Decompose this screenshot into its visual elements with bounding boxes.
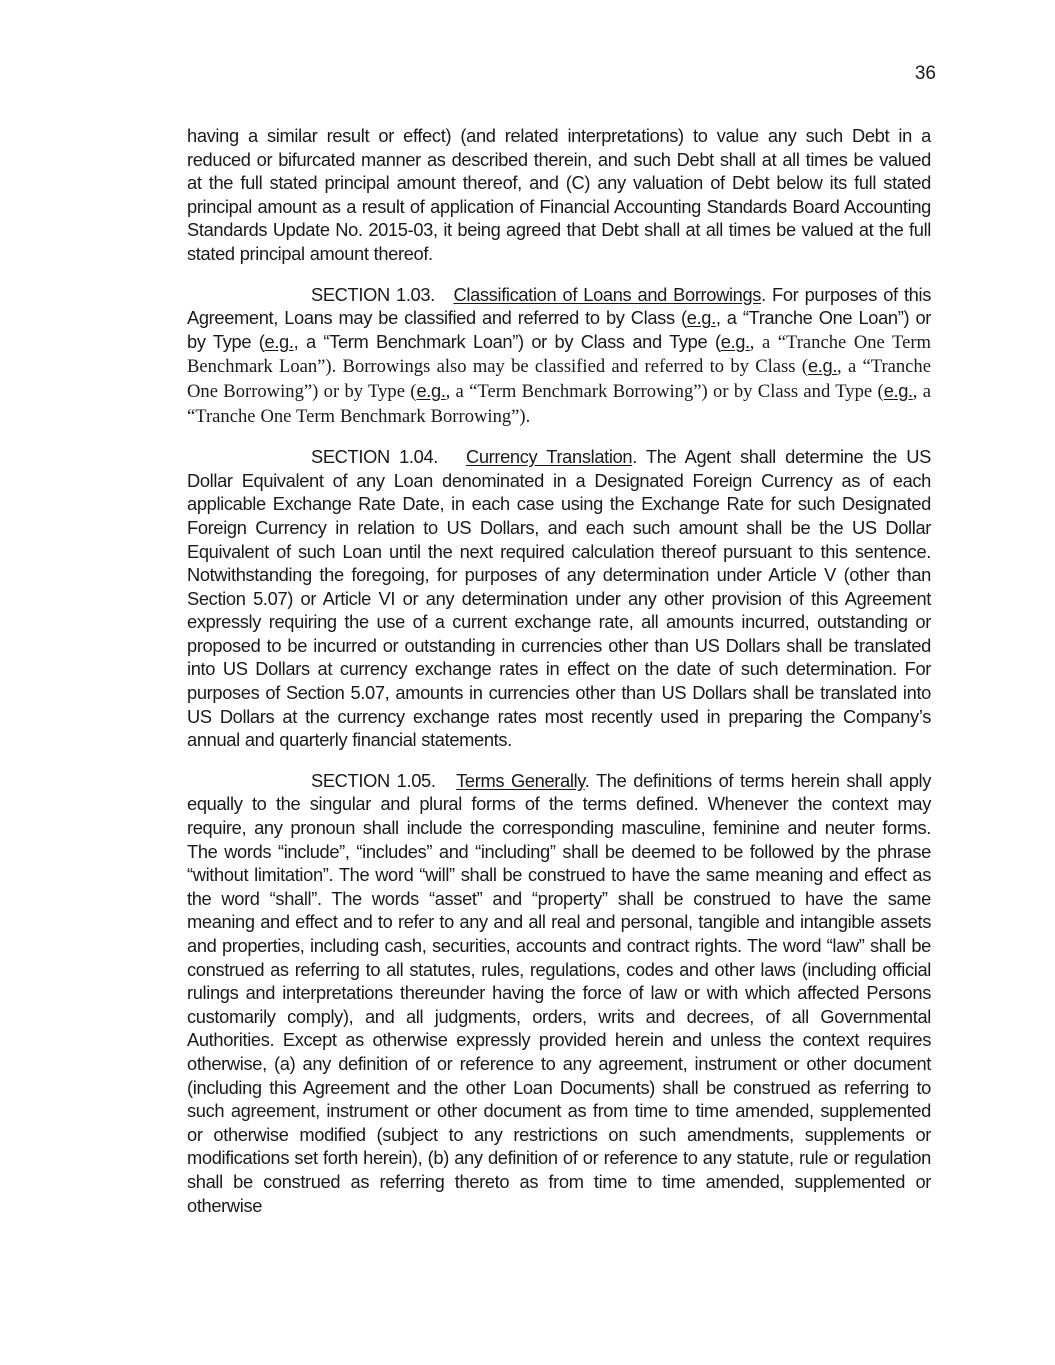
section-text: , a “Tranche One Borrowing”) or by Type ( xyxy=(187,356,931,402)
section-text: . The definitions of terms herein shall apply equally to the singular and plural forms of the terms defined. Whenever the context may require, any pronoun shall include the corresponding masculine, feminine and neuter forms. The words “include”, “includes” and “including” shall be deemed to be followed by the phrase “without limitation”. The word “will” shall be construed to have the same meaning and effect as the word “shall”. The words “asset” and “property” shall be construed to have the same meaning and effect and to refer to any and all real and personal, tangible and intangible assets and properties, including cash, securities, accounts and contract rights. The word “law” shall be construed as referring to all statutes, rules, regulations, codes and other laws (including official rulings and interpretations thereunder having the force of law or with which affected Persons customarily comply), and all judgments, orders, writs and decrees, of all Governmental Authorities. Except as otherwise expressly provided herein and unless the context requires otherwise, (a) any definition of or reference to any agreement, instrument or other document (including this Agreement and the other Loan Documents) shall be construed as referring to such agreement, instrument or other document as from time to time amended, supplemented or otherwise modified (subject to any restrictions on such amendments, supplements or modifications set forth herein), (b) any definition of or reference to any statute, rule or regulation shall be construed as referring thereto as from time to time amended, supplemented or otherwise xyxy=(187,769,932,1216)
section-heading: Classification of Loans and Borrowings xyxy=(453,283,762,305)
section-text: , a “Tranche One Term Benchmark Loan”). Borrowings also may be classified and referred to by Class ( xyxy=(187,331,931,378)
section-number: SECTION 1.04. xyxy=(311,446,439,468)
intro-paragraph: having a similar result or effect) (and related interpretations) to value any such Debt in a reduced or bifurcated manner as described therein, and such Debt shall at all times be valued at the full stated principal amount thereof, and (C) any valuation of Debt below its full stated principal amount as a result of application of Financial Accounting Standards Board Accounting Standards Update No. 2015-03, it being agreed that Debt shall at all times be valued at the full stated principal amount thereof. xyxy=(187,125,931,264)
section-number: SECTION 1.03. xyxy=(311,283,435,305)
section-heading: Currency Translation xyxy=(465,446,633,468)
section-1-03-paragraph xyxy=(187,283,931,429)
section-1-04-paragraph xyxy=(187,445,931,752)
eg-abbrev: e.g. xyxy=(720,330,750,352)
eg-abbrev: e.g. xyxy=(807,355,838,377)
eg-abbrev: e.g. xyxy=(264,330,294,352)
section-text: , a “Term Benchmark Loan”) or by Class and Type ( xyxy=(293,330,721,352)
section-number: SECTION 1.05. xyxy=(311,769,436,791)
document-body xyxy=(187,124,931,1234)
section-text: , a “Term Benchmark Borrowing”) or by Class and Type ( xyxy=(445,380,884,402)
section-text: , a “Tranche One Loan”) or by Type ( xyxy=(187,307,931,352)
section-heading: Terms Generally xyxy=(456,769,585,791)
eg-abbrev: e.g. xyxy=(883,379,913,401)
eg-abbrev: e.g. xyxy=(686,307,716,329)
page-number: 36 xyxy=(914,63,936,84)
section-text: , a “Tranche One Term Benchmark Borrowing”). xyxy=(187,380,932,427)
section-text: . The Agent shall determine the US Dollar Equivalent of any Loan denominated in a Designated Foreign Currency as of each applicable Exchange Rate Date, in each case using the Exchange Rate for such Designated Foreign Currency in relation to US Dollars, and each such amount shall be the US Dollar Equivalent of such Loan until the next required calculation thereof pursuant to this sentence. Notwithstanding the foregoing, for purposes of any determination under Article V (other than Section 5.07) or Article VI or any determination under any other provision of this Agreement expressly requiring the use of a current exchange rate, all amounts incurred, outstanding or proposed to be incurred or outstanding in currencies other than US Dollars shall be translated into US Dollars at currency exchange rates in effect on the date of such determination. For purposes of Section 5.07, amounts in currencies other than US Dollars shall be translated into US Dollars at the currency exchange rates most recently used in preparing the Company’s annual and quarterly financial statements. xyxy=(187,446,931,751)
section-1-05-paragraph xyxy=(187,769,931,1217)
section-text: . For purposes of this Agreement, Loans may be classified and referred to by Class ( xyxy=(187,283,931,329)
eg-abbrev: e.g. xyxy=(416,379,446,401)
